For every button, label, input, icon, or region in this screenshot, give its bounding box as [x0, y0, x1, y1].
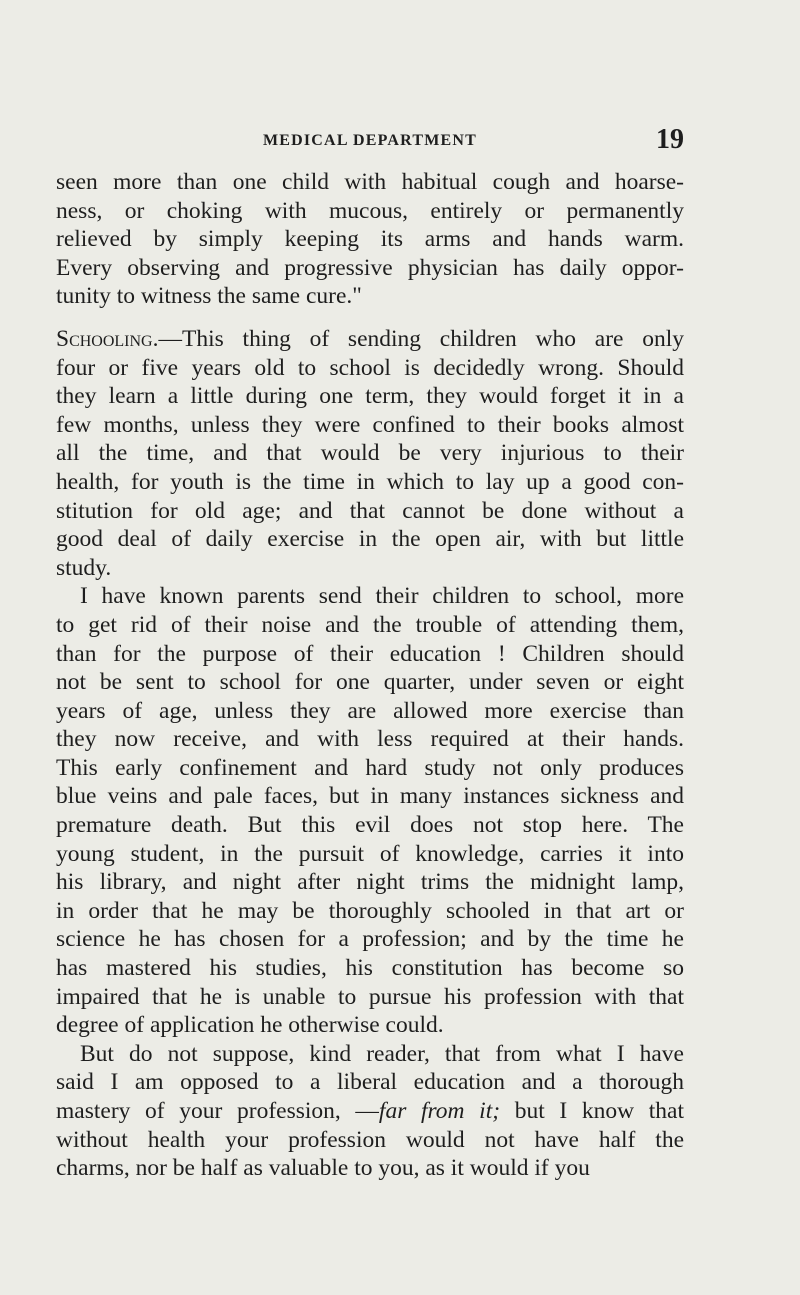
text-line: in order that he may be thoroughly schooled in that art or: [56, 897, 684, 924]
text-line: all the time, and that would be very injurious to their: [56, 440, 684, 467]
text-line: Every observing and progressive physician has daily oppor-: [56, 254, 684, 281]
text-line: [56, 1097, 684, 1126]
text-line: without health your profession would not have half the: [56, 1126, 684, 1153]
text-line: years of age, unless they are allowed more exercise than: [56, 697, 684, 724]
text-line: not be sent to school for one quarter, under seven or eight: [56, 669, 684, 696]
running-head: [56, 124, 684, 160]
paragraph-gap: [56, 311, 684, 325]
text-line: charms, nor be half as valuable to you, as it would if you: [56, 1155, 590, 1182]
text-line: his library, and night after night trims the midnight lamp,: [56, 869, 684, 896]
text-line: science he has chosen for a profession; and by the time he: [56, 926, 684, 953]
text-line: they learn a little during one term, they would forget it in a: [56, 383, 684, 410]
text-line: This early confinement and hard study not only produces: [56, 754, 684, 781]
text-line: young student, in the pursuit of knowledge, carries it into: [56, 840, 684, 867]
text-line: degree of application he otherwise could.: [56, 1012, 444, 1039]
text-line: tunity to witness the same cure.": [56, 283, 362, 310]
text-segment: —This thing of sending children who are only: [158, 325, 684, 352]
section-label-schooling: Schooling.: [56, 325, 159, 352]
text-line: four or five years old to school is decidedly wrong. Should: [56, 354, 684, 381]
text-line: health, for youth is the time in which to lay up a good con-: [56, 468, 684, 495]
text-line: impaired that he is unable to pursue his profession with that: [56, 983, 684, 1010]
text-line: blue veins and pale faces, but in many instances sickness and: [56, 783, 684, 810]
running-title: MEDICAL DEPARTMENT: [262, 132, 478, 149]
text-line: to get rid of their noise and the trouble of attending them,: [56, 611, 684, 638]
text-line: study.: [56, 554, 112, 581]
text-line: few months, unless they were confined to their books almost: [56, 411, 684, 438]
text-segment: but I know that: [514, 1098, 684, 1124]
text-line: relieved by simply keeping its arms and hands warm.: [56, 226, 684, 253]
text-line: premature death. But this evil does not stop here. The: [56, 812, 684, 839]
text-line: they now receive, and with less required at their hands.: [56, 726, 684, 753]
text-line: I have known parents send their children to school, more: [80, 583, 684, 610]
text-segment: mastery of your profession, —: [56, 1098, 379, 1124]
text-line: [56, 325, 684, 354]
text-line: than for the purpose of their education ! Children should: [56, 640, 684, 667]
text-line: But do not suppose, kind reader, that from what I have: [80, 1040, 684, 1067]
text-line: ness, or choking with mucous, entirely or permanently: [56, 197, 684, 224]
text-line: has mastered his studies, his constitution has become so: [56, 955, 684, 982]
text-line: stitution for old age; and that cannot be done without a: [56, 497, 684, 524]
page-number: 19: [656, 124, 684, 155]
text-line: good deal of daily exercise in the open air, with but little: [56, 526, 684, 553]
text-line: said I am opposed to a liberal education and a thorough: [56, 1069, 684, 1096]
body-text: [56, 168, 684, 1183]
text-line: seen more than one child with habitual cough and hoarse-: [56, 169, 684, 195]
italic-phrase: far from it;: [378, 1098, 501, 1124]
